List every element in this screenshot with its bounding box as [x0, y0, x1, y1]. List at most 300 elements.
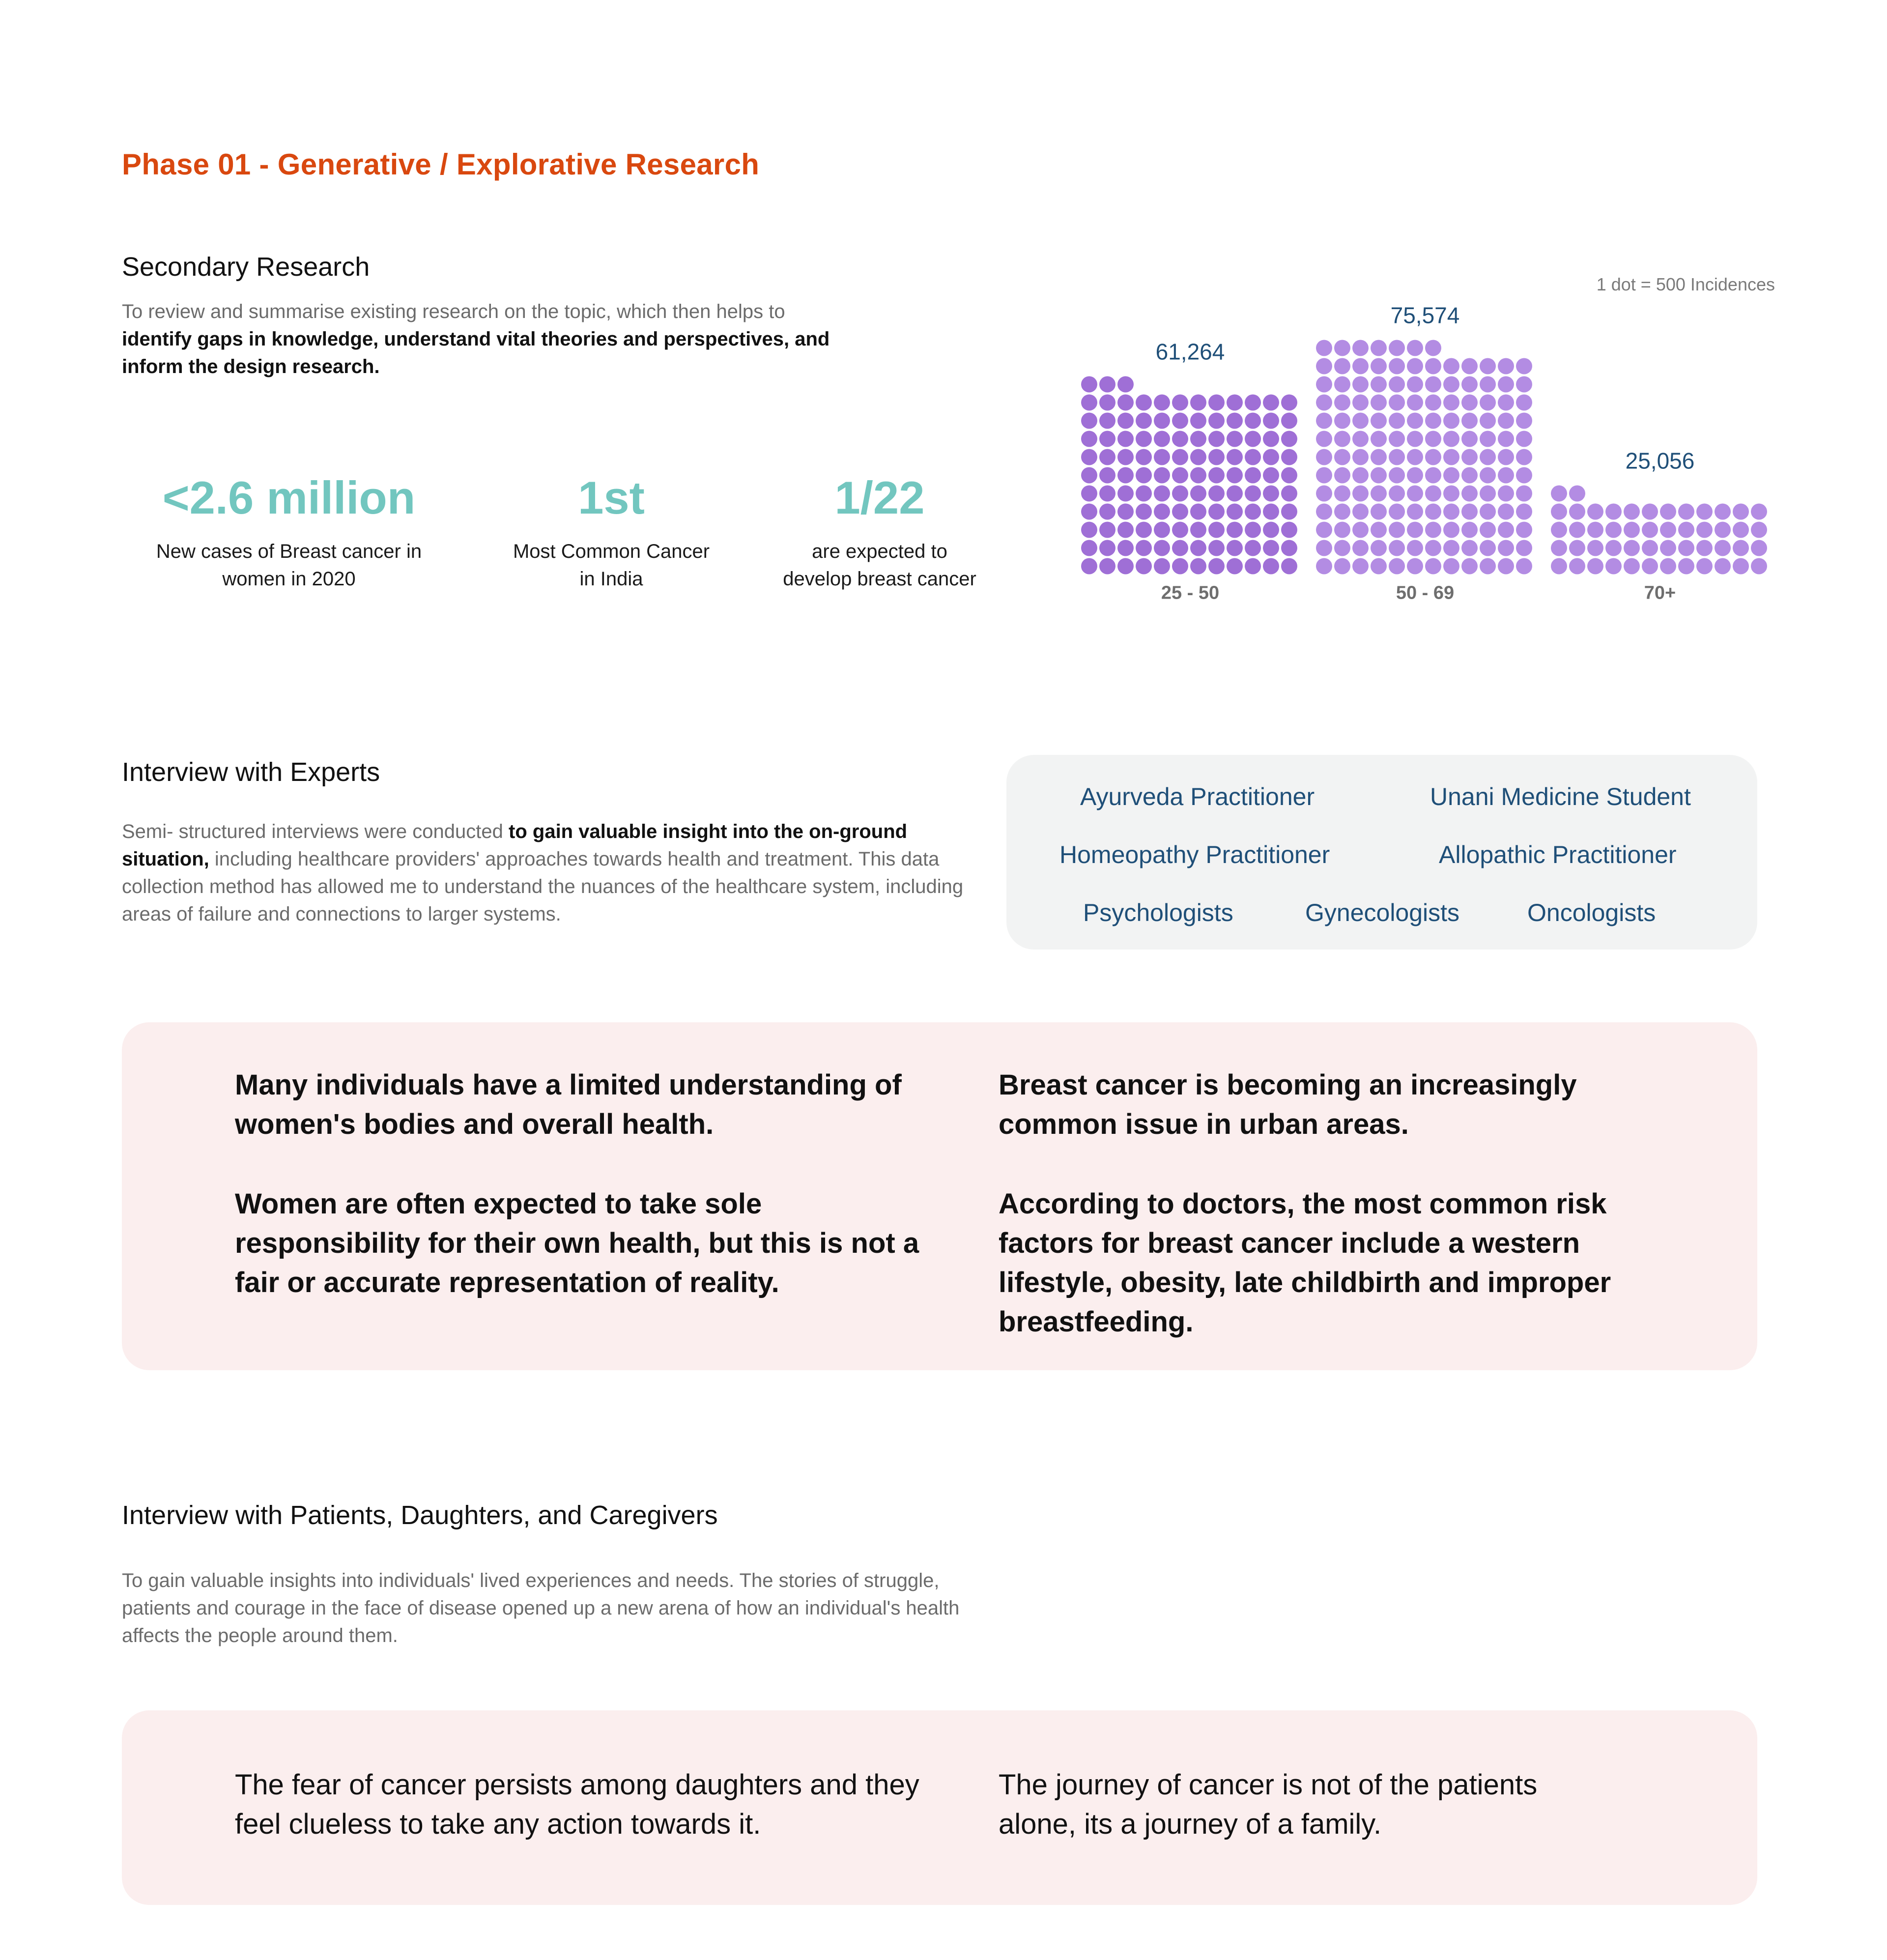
data-dot	[1190, 522, 1206, 538]
data-dot	[1480, 558, 1496, 575]
data-dot	[1696, 558, 1713, 575]
data-dot	[1498, 522, 1514, 538]
data-dot	[1443, 504, 1459, 520]
data-dot	[1334, 376, 1350, 393]
data-dot	[1587, 504, 1603, 520]
data-dot	[1316, 467, 1332, 484]
data-dot	[1154, 449, 1170, 465]
data-dot	[1498, 449, 1514, 465]
data-dot	[1516, 467, 1532, 484]
data-dot	[1371, 376, 1387, 393]
data-dot	[1480, 522, 1496, 538]
data-dot	[1642, 540, 1658, 556]
data-dot	[1172, 449, 1188, 465]
data-dot	[1587, 522, 1603, 538]
data-dot	[1172, 558, 1188, 575]
data-dot	[1099, 449, 1115, 465]
data-dot	[1389, 376, 1405, 393]
data-dot	[1371, 486, 1387, 502]
data-dot	[1407, 558, 1423, 575]
data-dot	[1099, 522, 1115, 538]
data-dot	[1245, 413, 1261, 429]
data-dot	[1334, 395, 1350, 411]
data-dot	[1227, 431, 1243, 447]
data-dot	[1751, 522, 1767, 538]
data-dot	[1660, 522, 1676, 538]
data-dot	[1245, 522, 1261, 538]
data-dot	[1172, 413, 1188, 429]
insight-limited-understanding: Many individuals have a limited understanding of women's bodies and overall health.	[235, 1069, 902, 1140]
data-dot	[1624, 540, 1640, 556]
data-dot	[1569, 558, 1585, 575]
expert-unani: Unani Medicine Student	[1430, 783, 1691, 810]
data-dot	[1190, 413, 1206, 429]
data-dot	[1516, 413, 1532, 429]
data-dot	[1389, 467, 1405, 484]
data-dot	[1389, 413, 1405, 429]
intro-bold-text: identify gaps in knowledge, understand vital theories and perspectives, and inform the design research.	[122, 328, 830, 377]
data-dot	[1316, 413, 1332, 429]
data-dot	[1099, 467, 1115, 484]
data-dot	[1316, 376, 1332, 393]
data-dot	[1172, 467, 1188, 484]
data-dot	[1569, 504, 1585, 520]
data-dot	[1642, 504, 1658, 520]
data-dot	[1642, 558, 1658, 575]
data-dot	[1733, 522, 1749, 538]
data-dot	[1263, 522, 1279, 538]
data-dot	[1551, 504, 1567, 520]
data-dot	[1516, 540, 1532, 556]
data-dot	[1461, 449, 1478, 465]
data-dot	[1461, 467, 1478, 484]
data-dot	[1334, 504, 1350, 520]
data-dot	[1371, 467, 1387, 484]
data-dot	[1352, 504, 1369, 520]
data-dot	[1371, 558, 1387, 575]
data-dot	[1516, 395, 1532, 411]
data-dot	[1660, 558, 1676, 575]
data-dot	[1081, 504, 1097, 520]
data-dot	[1371, 449, 1387, 465]
data-dot	[1425, 358, 1441, 375]
data-dot	[1190, 540, 1206, 556]
data-dot	[1136, 486, 1152, 502]
data-dot	[1569, 540, 1585, 556]
data-dot	[1389, 540, 1405, 556]
data-dot	[1081, 449, 1097, 465]
data-dot	[1498, 486, 1514, 502]
data-dot	[1117, 431, 1134, 447]
data-dot	[1425, 504, 1441, 520]
stat-value: <2.6 million	[162, 472, 416, 523]
data-dot	[1389, 504, 1405, 520]
patients-heading: Interview with Patients, Daughters, and Caregivers	[122, 1500, 718, 1530]
data-dot	[1117, 522, 1134, 538]
data-dot	[1281, 413, 1297, 429]
data-dot	[1371, 340, 1387, 356]
data-dot	[1117, 486, 1134, 502]
data-dot	[1316, 558, 1332, 575]
data-dot	[1461, 504, 1478, 520]
chart-legend-note: 1 dot = 500 Incidences	[1596, 274, 1775, 294]
data-dot	[1696, 504, 1713, 520]
data-dot	[1480, 413, 1496, 429]
dot-group-1	[1316, 340, 1532, 575]
expert-homeopathy: Homeopathy Practitioner	[1059, 841, 1330, 868]
data-dot	[1081, 395, 1097, 411]
data-dot	[1371, 413, 1387, 429]
data-dot	[1136, 413, 1152, 429]
data-dot	[1371, 431, 1387, 447]
data-dot	[1551, 540, 1567, 556]
data-dot	[1516, 504, 1532, 520]
data-dot	[1407, 340, 1423, 356]
data-dot	[1443, 449, 1459, 465]
data-dot	[1172, 486, 1188, 502]
data-dot	[1099, 431, 1115, 447]
data-dot	[1443, 558, 1459, 575]
data-dot	[1281, 395, 1297, 411]
data-dot	[1316, 486, 1332, 502]
data-dot	[1425, 395, 1441, 411]
data-dot	[1136, 558, 1152, 575]
data-dot	[1081, 522, 1097, 538]
data-dot	[1136, 467, 1152, 484]
data-dot	[1099, 395, 1115, 411]
data-dot	[1407, 540, 1423, 556]
data-dot	[1425, 558, 1441, 575]
data-dot	[1263, 540, 1279, 556]
data-dot	[1334, 540, 1350, 556]
insight-urban-areas: Breast cancer is becoming an increasingly common issue in urban areas.	[999, 1069, 1577, 1140]
data-dot	[1407, 376, 1423, 393]
data-dot	[1227, 558, 1243, 575]
data-dot	[1443, 358, 1459, 375]
data-dot	[1190, 431, 1206, 447]
data-dot	[1263, 431, 1279, 447]
data-dot	[1281, 431, 1297, 447]
data-dot	[1516, 358, 1532, 375]
data-dot	[1263, 486, 1279, 502]
data-dot	[1587, 540, 1603, 556]
data-dot	[1136, 540, 1152, 556]
data-dot	[1425, 540, 1441, 556]
data-dot	[1371, 358, 1387, 375]
data-dot	[1099, 376, 1115, 393]
data-dot	[1516, 449, 1532, 465]
insight-family-journey: The journey of cancer is not of the patients alone, its a journey of a family.	[999, 1769, 1538, 1840]
data-dot	[1081, 558, 1097, 575]
data-dot	[1407, 467, 1423, 484]
data-dot	[1352, 449, 1369, 465]
data-dot	[1407, 486, 1423, 502]
data-dot	[1081, 486, 1097, 502]
data-dot	[1154, 504, 1170, 520]
data-dot	[1624, 558, 1640, 575]
dot-matrix-chart	[1071, 295, 1789, 609]
data-dot	[1172, 540, 1188, 556]
data-dot	[1461, 413, 1478, 429]
data-dot	[1389, 358, 1405, 375]
data-dot	[1551, 558, 1567, 575]
phase-title: Phase 01 - Generative / Explorative Research	[122, 148, 760, 181]
data-dot	[1696, 522, 1713, 538]
data-dot	[1678, 504, 1694, 520]
data-dot	[1425, 522, 1441, 538]
data-dot	[1498, 540, 1514, 556]
data-dot	[1190, 395, 1206, 411]
data-dot	[1480, 449, 1496, 465]
data-dot	[1208, 504, 1225, 520]
data-dot	[1245, 467, 1261, 484]
data-dot	[1480, 486, 1496, 502]
data-dot	[1389, 395, 1405, 411]
data-dot	[1117, 504, 1134, 520]
data-dot	[1480, 540, 1496, 556]
data-dot	[1352, 340, 1369, 356]
data-dot	[1117, 540, 1134, 556]
data-dot	[1407, 504, 1423, 520]
stat-most-common	[484, 471, 739, 593]
data-dot	[1389, 486, 1405, 502]
expert-oncologists: Oncologists	[1527, 899, 1656, 926]
data-dot	[1190, 558, 1206, 575]
data-dot	[1407, 358, 1423, 375]
data-dot	[1227, 486, 1243, 502]
data-dot	[1208, 395, 1225, 411]
data-dot	[1263, 413, 1279, 429]
stat-new-cases	[122, 471, 456, 593]
data-dot	[1154, 522, 1170, 538]
data-dot	[1516, 558, 1532, 575]
data-dot	[1281, 486, 1297, 502]
data-dot	[1316, 395, 1332, 411]
data-dot	[1443, 540, 1459, 556]
data-dot	[1733, 504, 1749, 520]
data-dot	[1461, 395, 1478, 411]
data-dot	[1154, 395, 1170, 411]
insight-risk-factors: According to doctors, the most common risk factors for breast cancer include a western lifestyle, obesity, late childbirth and improper breastfeeding.	[999, 1188, 1611, 1338]
data-dot	[1425, 449, 1441, 465]
intro-plain-text: To review and summarise existing research on the topic, which then helps to	[122, 301, 785, 322]
stat-label: Most Common Cancer in India	[513, 541, 710, 590]
data-dot	[1498, 413, 1514, 429]
data-dot	[1190, 486, 1206, 502]
data-dot	[1480, 395, 1496, 411]
data-dot	[1678, 540, 1694, 556]
data-dot	[1624, 522, 1640, 538]
data-dot	[1498, 431, 1514, 447]
data-dot	[1208, 413, 1225, 429]
patients-body: To gain valuable insights into individuals' lived experiences and needs. The stories of struggle, patients and courage in the face of disease opened up a new arena of how an individual's health affects the people around them.	[122, 1570, 960, 1646]
data-dot	[1117, 558, 1134, 575]
data-dot	[1316, 358, 1332, 375]
data-dot	[1316, 540, 1332, 556]
stat-label: New cases of Breast cancer in women in 2020	[156, 541, 422, 590]
data-dot	[1425, 413, 1441, 429]
data-dot	[1498, 467, 1514, 484]
data-dot	[1425, 376, 1441, 393]
data-dot	[1551, 486, 1567, 502]
expert-insights-panel	[122, 1022, 1757, 1370]
insight-fear-of-cancer: The fear of cancer persists among daughters and they feel clueless to take any action towards it.	[235, 1769, 919, 1840]
data-dot	[1334, 449, 1350, 465]
expert-ayurveda: Ayurveda Practitioner	[1080, 783, 1315, 810]
data-dot	[1227, 522, 1243, 538]
data-dot	[1480, 431, 1496, 447]
data-dot	[1443, 395, 1459, 411]
data-dot	[1227, 449, 1243, 465]
secondary-research-heading: Secondary Research	[122, 252, 370, 282]
data-dot	[1352, 376, 1369, 393]
data-dot	[1172, 431, 1188, 447]
data-dot	[1425, 486, 1441, 502]
data-dot	[1227, 540, 1243, 556]
data-dot	[1245, 486, 1261, 502]
data-dot	[1624, 504, 1640, 520]
data-dot	[1605, 558, 1622, 575]
data-dot	[1715, 540, 1731, 556]
data-dot	[1263, 395, 1279, 411]
data-dot	[1715, 522, 1731, 538]
data-dot	[1715, 504, 1731, 520]
data-dot	[1334, 340, 1350, 356]
data-dot	[1334, 558, 1350, 575]
data-dot	[1172, 522, 1188, 538]
data-dot	[1660, 504, 1676, 520]
data-dot	[1136, 522, 1152, 538]
data-dot	[1443, 376, 1459, 393]
experts-body: Semi- structured interviews were conducted to gain valuable insight into the on-ground situation, including healthcare providers' approaches towards health and treatment. This data collection method has allowed me to understand the nuances of the healthcare system, including areas of failure and connections to larger systems.	[122, 821, 964, 925]
data-dot	[1172, 504, 1188, 520]
data-dot	[1352, 486, 1369, 502]
data-dot	[1605, 504, 1622, 520]
data-dot	[1407, 413, 1423, 429]
data-dot	[1316, 504, 1332, 520]
stat-value: 1st	[578, 472, 645, 523]
data-dot	[1461, 358, 1478, 375]
data-dot	[1190, 449, 1206, 465]
data-dot	[1208, 449, 1225, 465]
data-dot	[1751, 540, 1767, 556]
data-dot	[1263, 467, 1279, 484]
data-dot	[1443, 467, 1459, 484]
data-dot	[1099, 540, 1115, 556]
stat-label: are expected to develop breast cancer	[783, 541, 976, 590]
data-dot	[1099, 558, 1115, 575]
data-dot	[1352, 558, 1369, 575]
data-dot	[1352, 522, 1369, 538]
data-dot	[1461, 376, 1478, 393]
data-dot	[1425, 467, 1441, 484]
data-dot	[1081, 467, 1097, 484]
data-dot	[1099, 486, 1115, 502]
data-dot	[1245, 540, 1261, 556]
data-dot	[1696, 540, 1713, 556]
data-dot	[1263, 558, 1279, 575]
data-dot	[1371, 504, 1387, 520]
data-dot	[1498, 376, 1514, 393]
expert-allopathic: Allopathic Practitioner	[1439, 841, 1677, 868]
data-dot	[1208, 522, 1225, 538]
stat-one-in-22	[747, 471, 1012, 593]
data-dot	[1208, 540, 1225, 556]
data-dot	[1208, 558, 1225, 575]
data-dot	[1480, 504, 1496, 520]
data-dot	[1245, 395, 1261, 411]
dot-group-value-label: 75,574	[1390, 302, 1460, 328]
data-dot	[1227, 395, 1243, 411]
data-dot	[1334, 413, 1350, 429]
data-dot	[1516, 376, 1532, 393]
data-dot	[1208, 467, 1225, 484]
data-dot	[1154, 558, 1170, 575]
stat-value: 1/22	[834, 472, 925, 523]
data-dot	[1569, 486, 1585, 502]
data-dot	[1389, 522, 1405, 538]
data-dot	[1352, 413, 1369, 429]
data-dot	[1678, 522, 1694, 538]
data-dot	[1136, 449, 1152, 465]
data-dot	[1480, 358, 1496, 375]
data-dot	[1443, 486, 1459, 502]
expert-gynecologists: Gynecologists	[1305, 899, 1460, 926]
data-dot	[1605, 522, 1622, 538]
data-dot	[1136, 395, 1152, 411]
data-dot	[1281, 504, 1297, 520]
data-dot	[1407, 395, 1423, 411]
data-dot	[1136, 431, 1152, 447]
data-dot	[1190, 467, 1206, 484]
data-dot	[1081, 376, 1097, 393]
data-dot	[1569, 522, 1585, 538]
secondary-research-intro	[122, 298, 888, 380]
experts-heading: Interview with Experts	[122, 757, 380, 787]
data-dot	[1443, 522, 1459, 538]
data-dot	[1316, 522, 1332, 538]
expert-psychologists: Psychologists	[1083, 899, 1233, 926]
data-dot	[1498, 504, 1514, 520]
data-dot	[1227, 504, 1243, 520]
data-dot	[1461, 522, 1478, 538]
data-dot	[1245, 504, 1261, 520]
dot-group-category-label: 70+	[1644, 582, 1676, 604]
data-dot	[1154, 413, 1170, 429]
data-dot	[1407, 449, 1423, 465]
data-dot	[1227, 467, 1243, 484]
data-dot	[1389, 558, 1405, 575]
data-dot	[1190, 504, 1206, 520]
data-dot	[1461, 486, 1478, 502]
data-dot	[1227, 413, 1243, 429]
data-dot	[1715, 558, 1731, 575]
data-dot	[1136, 504, 1152, 520]
data-dot	[1678, 558, 1694, 575]
data-dot	[1371, 522, 1387, 538]
data-dot	[1081, 540, 1097, 556]
data-dot	[1263, 449, 1279, 465]
data-dot	[1281, 522, 1297, 538]
dot-group-value-label: 25,056	[1625, 448, 1695, 474]
data-dot	[1516, 431, 1532, 447]
data-dot	[1587, 558, 1603, 575]
data-dot	[1117, 413, 1134, 429]
data-dot	[1334, 486, 1350, 502]
data-dot	[1352, 395, 1369, 411]
data-dot	[1407, 522, 1423, 538]
data-dot	[1407, 431, 1423, 447]
